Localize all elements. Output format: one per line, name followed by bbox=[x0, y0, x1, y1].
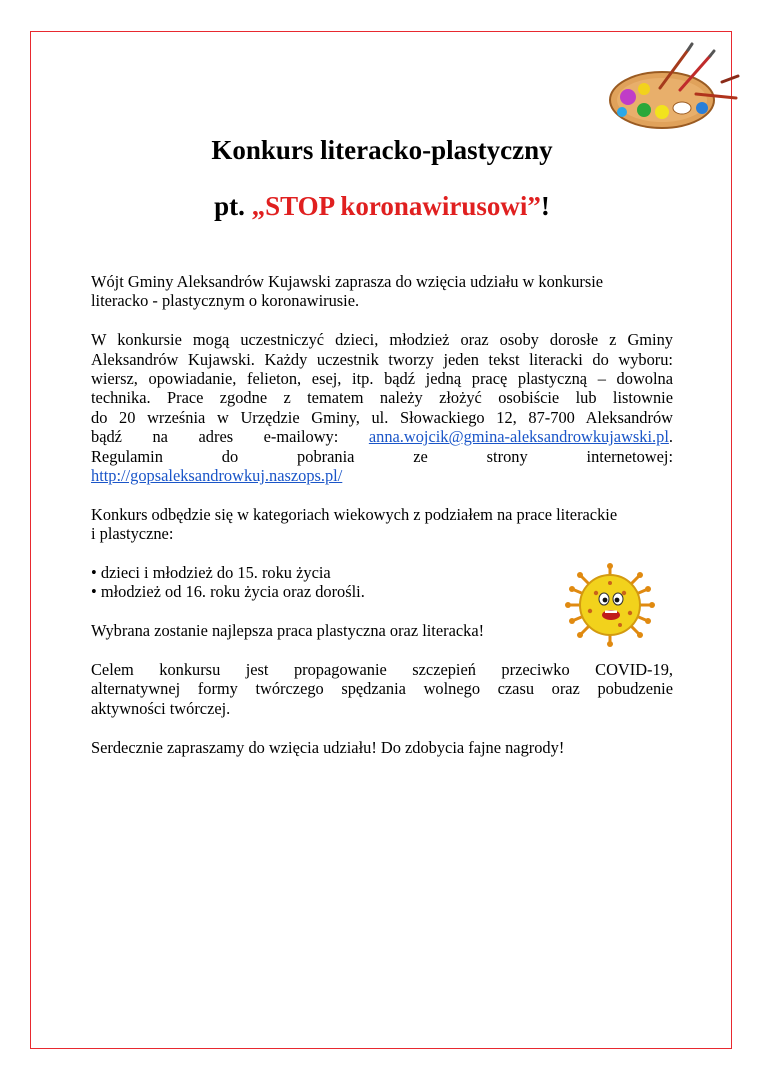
rules-email-line bbox=[91, 427, 673, 446]
intro-paragraph bbox=[91, 272, 673, 311]
goal-line-2: alternatywnej formy twórczego spędzania wolnego czasu oraz pobudzenie bbox=[91, 679, 673, 699]
regulations-url-link[interactable]: http://gopsaleksandrowkuj.naszops.pl/ bbox=[91, 466, 343, 486]
page-title: Konkurs literacko-plastyczny bbox=[211, 135, 553, 165]
email-prefix: bądź na adres e-mailowy: bbox=[91, 427, 369, 447]
categories-line-1: Konkurs odbędzie się w kategoriach wiekowych z podziałem na prace literackie bbox=[91, 504, 618, 524]
email-suffix: . bbox=[668, 427, 673, 447]
list-item: • dzieci i młodzież do 15. roku życia bbox=[91, 563, 331, 583]
rules-line-1: W konkursie mogą uczestniczyć dzieci, młodzież oraz osoby dorosłe z Gminy bbox=[91, 330, 673, 350]
intro-line-1: Wójt Gminy Aleksandrów Kujawski zaprasza do wzięcia udziału w konkursie bbox=[91, 272, 604, 291]
email-link[interactable]: anna.wojcik@gmina-aleksandrowkujawski.pl bbox=[368, 427, 669, 447]
rules-line-4: technika. Prace zgodne z tematem należy złożyć osobiście lub listownie bbox=[91, 388, 673, 408]
goal-paragraph bbox=[91, 660, 673, 718]
document-body bbox=[91, 272, 673, 776]
rules-paragraph bbox=[91, 330, 673, 485]
categories-paragraph bbox=[91, 505, 673, 544]
selection-paragraph: Wybrana zostanie najlepsza praca plastyczna oraz literacka! bbox=[91, 621, 485, 641]
categories-line-2: i plastyczne: bbox=[91, 524, 174, 544]
contest-subtitle bbox=[0, 190, 764, 222]
rules-line-3: wiersz, opowiadanie, felieton, esej, itp. bądź jedną pracę plastyczną – dowolna bbox=[91, 369, 673, 389]
rules-line-5: do 20 września w Urzędzie Gminy, ul. Słowackiego 12, 87-700 Aleksandrów bbox=[91, 407, 673, 427]
goal-line-1: Celem konkursu jest propagowanie szczepień przeciwko COVID-19, bbox=[91, 660, 673, 680]
list-item: • młodzież od 16. roku życia oraz dorośli. bbox=[91, 582, 365, 602]
rules-line-2: Aleksandrów Kujawski. Każdy uczestnik tworzy jeden tekst literacki do wyboru: bbox=[91, 349, 673, 369]
download-line: Regulamin do pobrania ze strony internetowej: bbox=[91, 446, 673, 466]
goal-line-3: aktywności twórczej. bbox=[91, 698, 231, 718]
intro-line-2: literacko - plastycznym o koronawirusie. bbox=[91, 291, 360, 311]
cartoon-virus-icon bbox=[560, 563, 660, 647]
paint-palette-icon bbox=[600, 42, 740, 132]
subtitle-highlight: „STOP koronawirusowi” bbox=[251, 191, 541, 221]
subtitle-suffix: ! bbox=[540, 191, 550, 221]
closing-paragraph: Serdecznie zapraszamy do wzięcia udziału! Do zdobycia fajne nagrody! bbox=[91, 737, 565, 757]
subtitle-prefix: pt. bbox=[214, 191, 252, 221]
